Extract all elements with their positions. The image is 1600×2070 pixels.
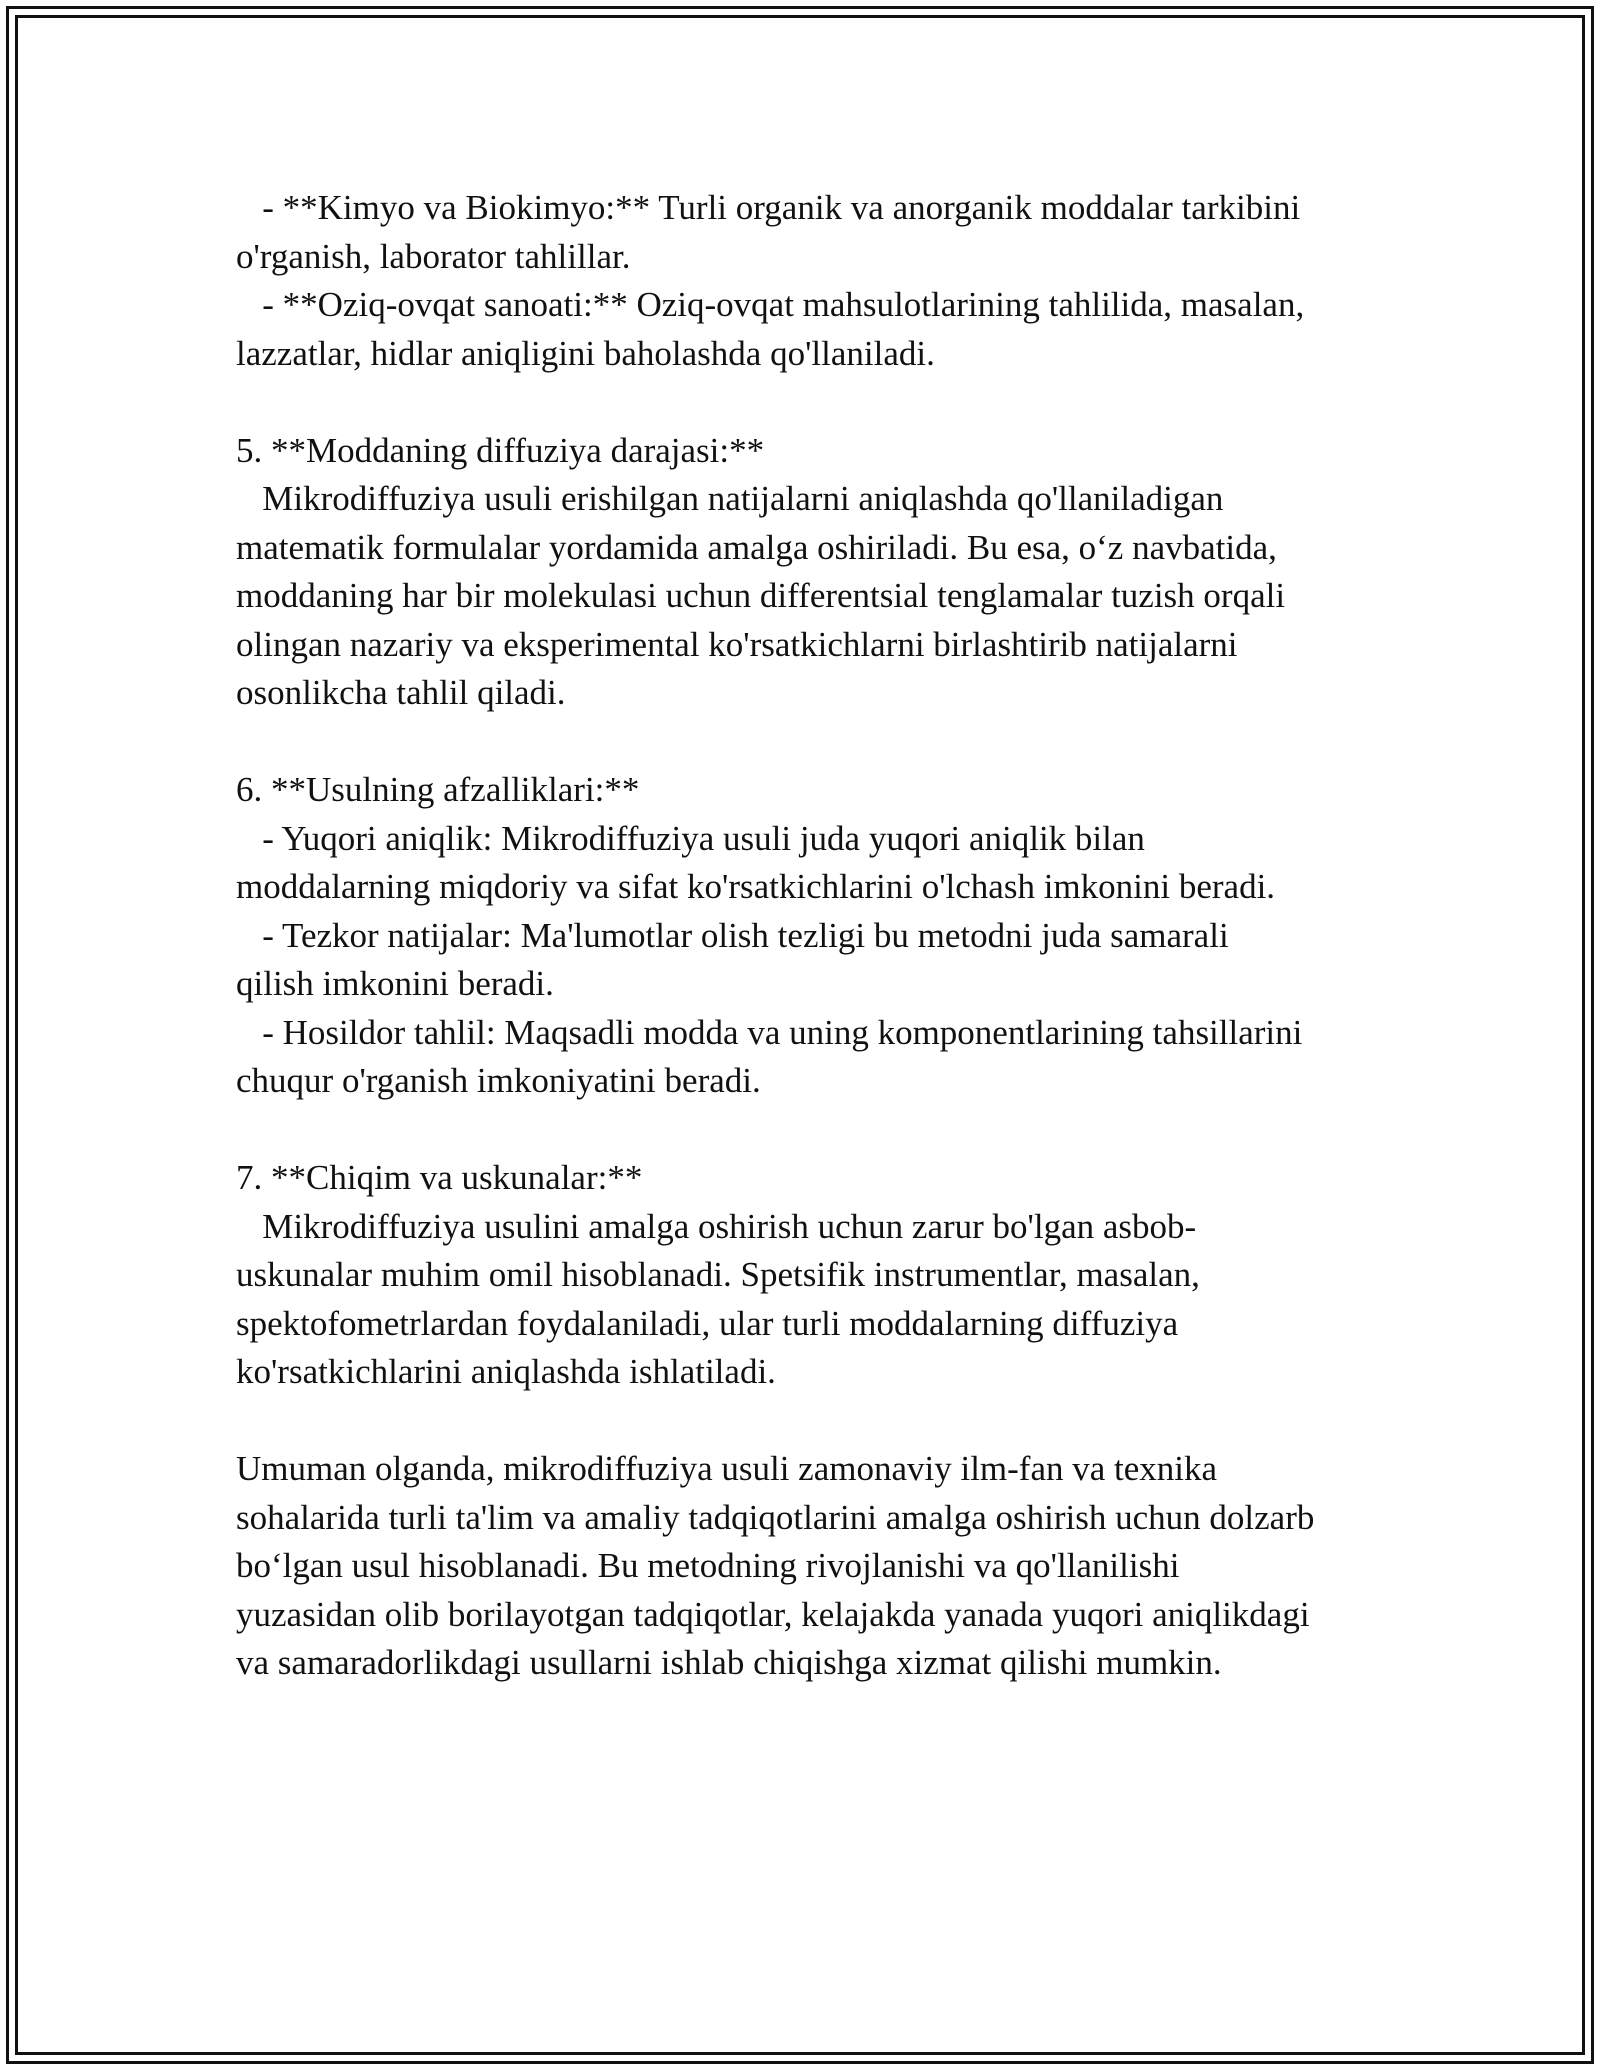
text-line: osonlikcha tahlil qiladi. xyxy=(236,673,566,712)
conclusion-line: sohalarida turli ta'lim va amaliy tadqiqotlarini amalga oshirish uchun dolzarb xyxy=(236,1497,1315,1537)
conclusion-line: Umuman olganda, mikrodiffuziya usuli zamonaviy ilm-fan va texnika xyxy=(236,1449,1218,1488)
text-line: Mikrodiffuziya usuli erishilgan natijalarni aniqlashda qo'llaniladigan xyxy=(236,479,1224,518)
blank-line xyxy=(236,718,1416,767)
text-line: - Yuqori aniqlik: Mikrodiffuziya usuli juda yuqori aniqlik bilan xyxy=(236,818,1145,858)
text-line: olingan nazariy va eksperimental ko'rsatkichlarni birlashtirib natijalarni xyxy=(236,624,1238,664)
text-line: moddaning har bir molekulasi uchun differentsial tenglamalar tuzish orqali xyxy=(236,576,1286,615)
conclusion-line: va samaradorlikdagi usullarni ishlab chiqishga xizmat qilishi mumkin. xyxy=(236,1643,1222,1682)
text-line: - Tezkor natijalar: Ma'lumotlar olish tezligi bu metodni juda samarali xyxy=(236,915,1229,955)
text-line: qilish imkonini beradi. xyxy=(236,964,554,1003)
text-line: - **Oziq-ovqat sanoati:** Oziq-ovqat mahsulotlarining tahlilida, masalan, xyxy=(236,285,1305,324)
text-line: spektofometrlardan foydalaniladi, ular turli moddalarning diffuziya xyxy=(236,1303,1179,1343)
document-body xyxy=(236,184,1416,1688)
text-line: chuqur o'rganish imkoniyatini beradi. xyxy=(236,1061,761,1100)
text-line: o'rganish, laborator tahlillar. xyxy=(236,236,631,276)
blank-line xyxy=(236,1397,1416,1446)
section-heading-5: 5. **Moddaning diffuziya darajasi:** xyxy=(236,430,765,470)
text-line: lazzatlar, hidlar aniqligini baholashda qo'llaniladi. xyxy=(236,333,935,373)
blank-line xyxy=(236,378,1416,427)
text-line: - Hosildor tahlil: Maqsadli modda va uning komponentlarining tahsillarini xyxy=(236,1012,1303,1052)
text-line: - **Kimyo va Biokimyo:** Turli organik va anorganik moddalar tarkibini xyxy=(236,188,1301,227)
text-line: ko'rsatkichlarini aniqlashda ishlatiladi. xyxy=(236,1352,776,1391)
conclusion-line: bo‘lgan usul hisoblanadi. Bu metodning rivojlanishi va qo'llanilishi xyxy=(236,1546,1180,1585)
text-line: uskunalar muhim omil hisoblanadi. Spetsifik instrumentlar, masalan, xyxy=(236,1255,1200,1294)
section-heading-7: 7. **Chiqim va uskunalar:** xyxy=(236,1158,643,1197)
section-heading-6: 6. **Usulning afzalliklari:** xyxy=(236,770,640,809)
text-line: moddalarning miqdoriy va sifat ko'rsatkichlarini o'lchash imkonini beradi. xyxy=(236,867,1276,906)
blank-line xyxy=(236,1106,1416,1155)
text-line: matematik formulalar yordamida amalga oshiriladi. Bu esa, o‘z navbatida, xyxy=(236,527,1277,567)
text-line: Mikrodiffuziya usulini amalga oshirish uchun zarur bo'lgan asbob- xyxy=(236,1206,1197,1246)
conclusion-line: yuzasidan olib borilayotgan tadqiqotlar, kelajakda yanada yuqori aniqlikdagi xyxy=(236,1594,1310,1634)
